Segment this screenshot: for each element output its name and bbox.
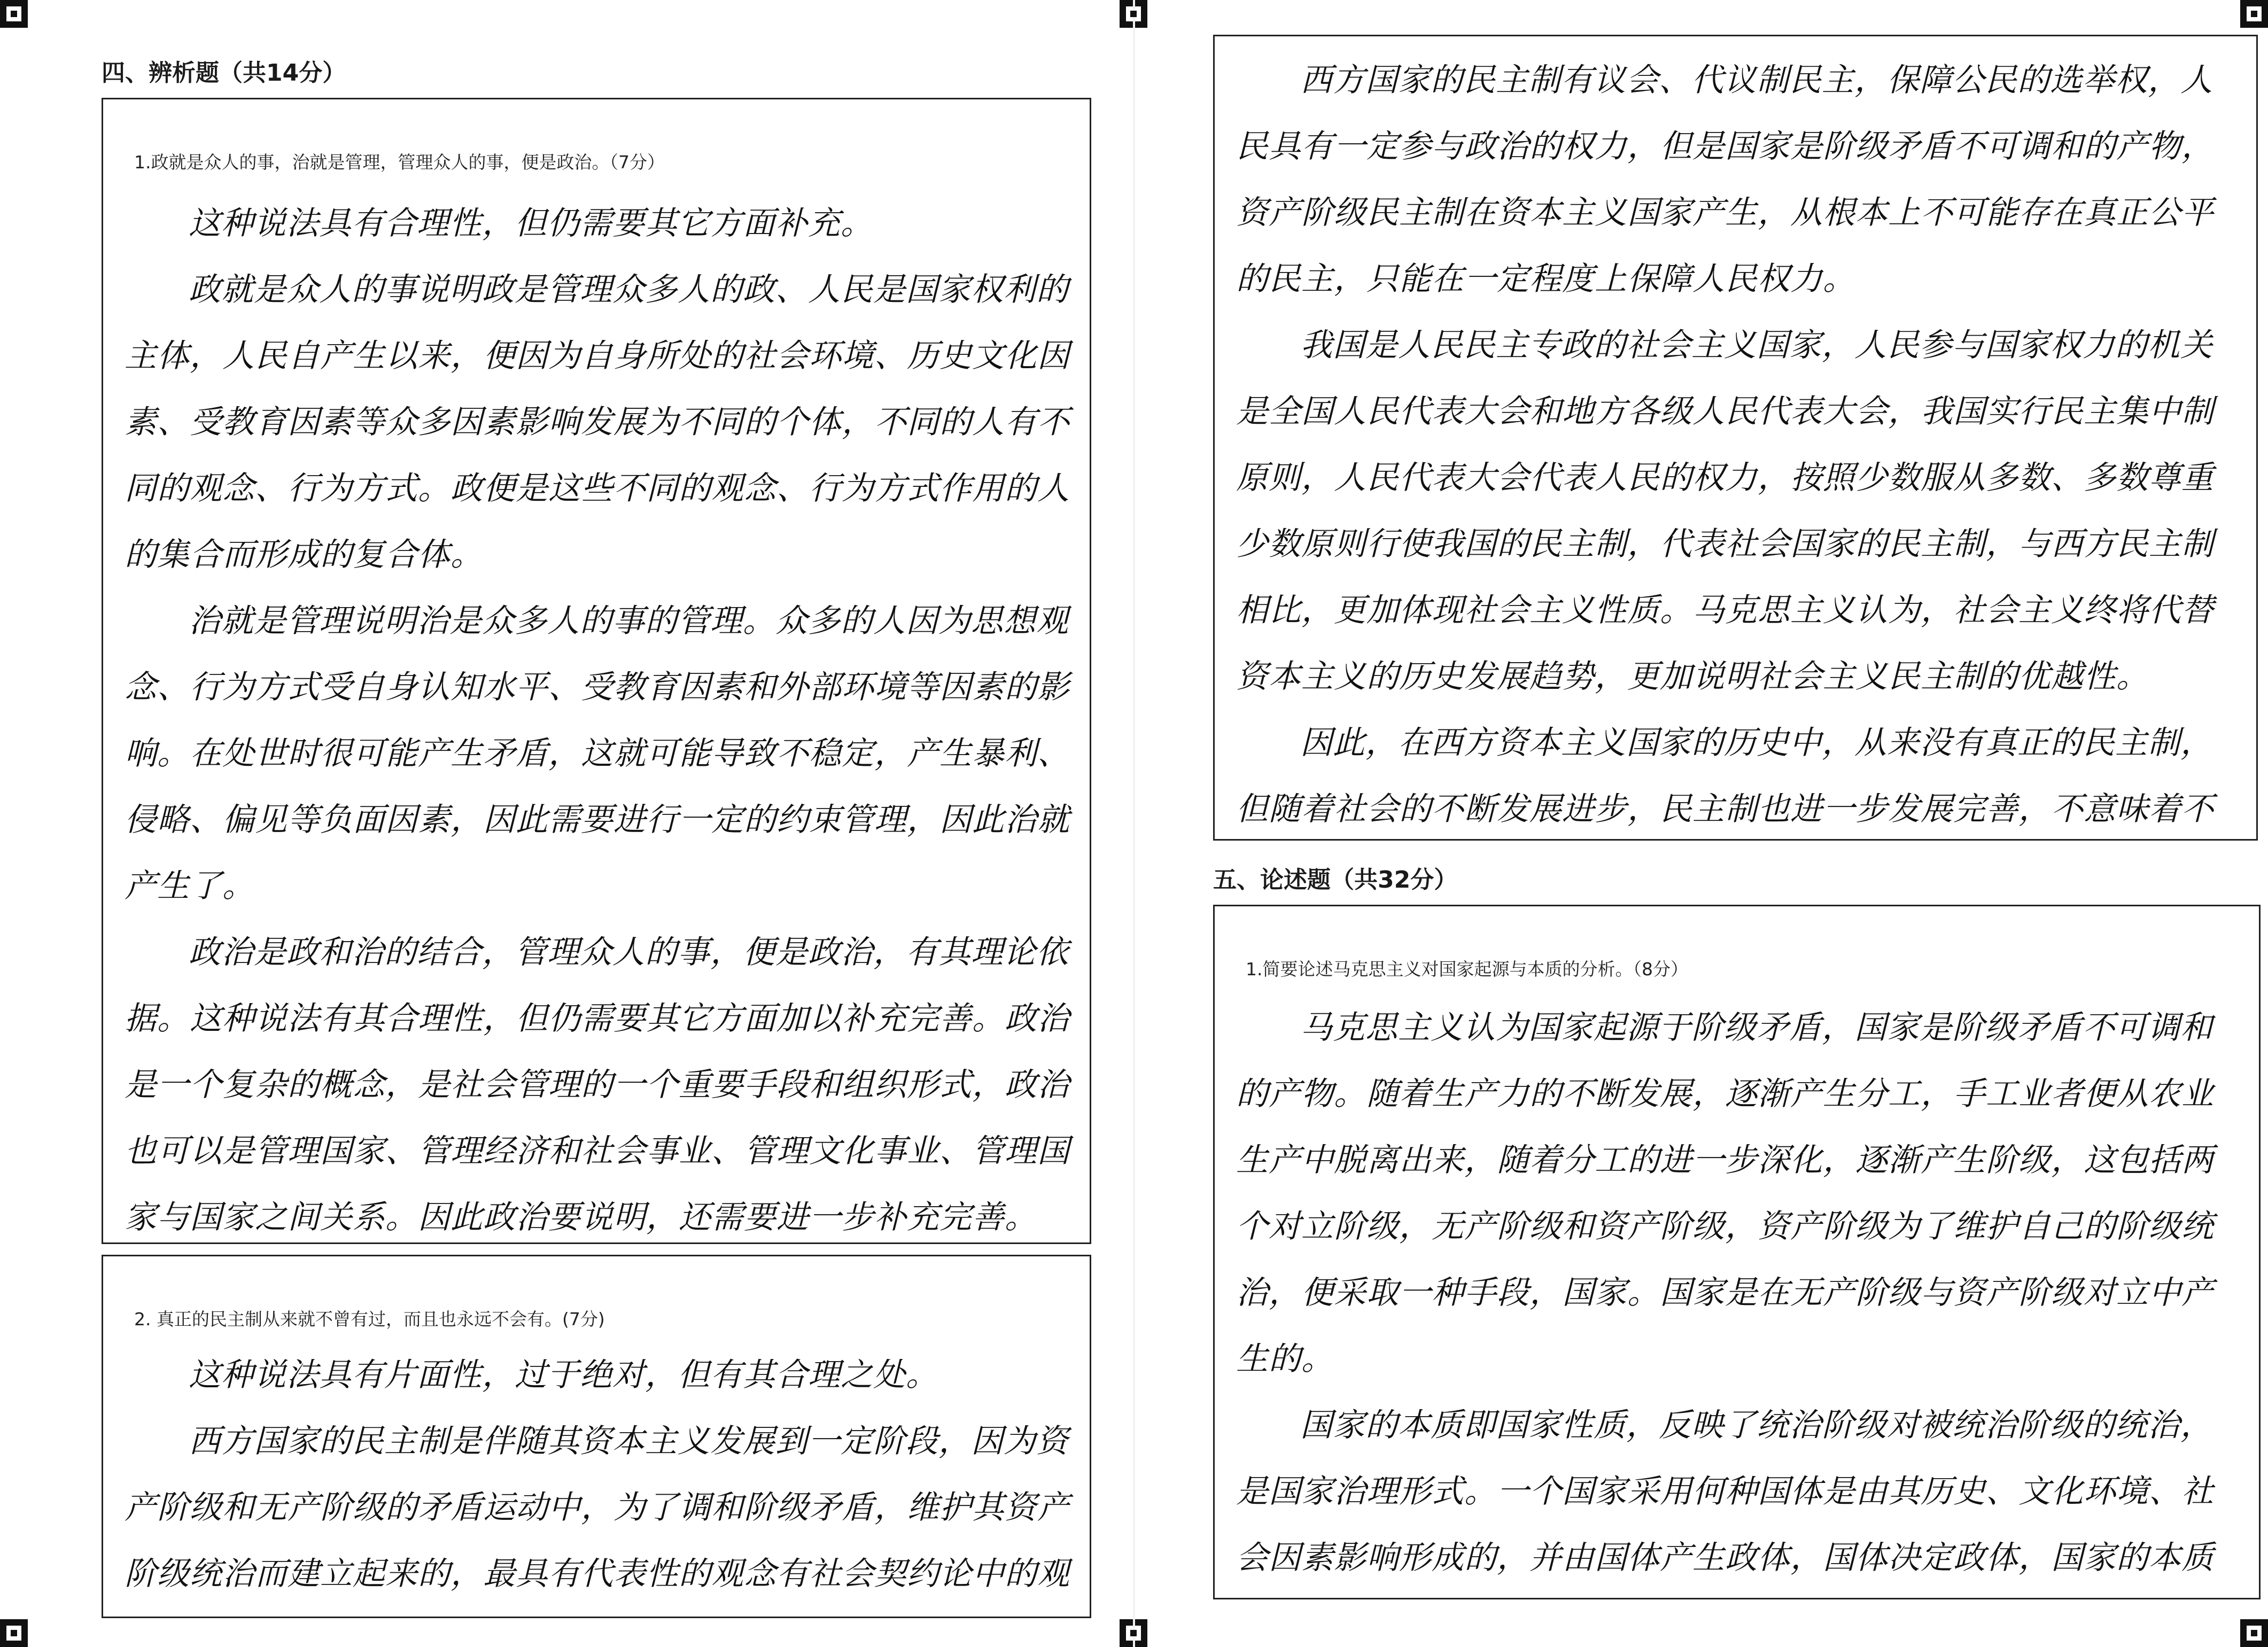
answer-paragraph: 这种说法具有片面性，过于绝对，但有其合理之处。 xyxy=(189,1356,938,1394)
question-2-box xyxy=(102,1255,1091,1618)
answer-paragraph: 西方国家的民主制有议会、代议制民主，保障公民的选举权，人民具有一定参与政治的权力，但是国家是阶级矛盾不可调和的产物，资产阶级民主制在资本主义国家产生，从根本上不可能存在真正公平的民主，只能在一定程度上保障人民权力。 xyxy=(1236,61,2214,298)
question-1-box xyxy=(102,98,1091,1244)
question-3-prompt: 1.简要论述马克思主义对国家起源与本质的分析。（8分） xyxy=(1246,959,1688,980)
answer-paragraph: 我国是人民民主专政的社会主义国家，人民参与国家权力的机关是全国人民代表大会和地方各级人民代表大会，我国实行民主集中制原则，人民代表大会代表人民的权力，按照少数服从多数、多数尊重少数原则行使我国的民主制，代表社会国家的民主制，与西方民主制相比，更加体现社会主义性质。马克思主义认为，社会主义终将代替资本主义的历史发展趋势，更加说明社会主义民主制的优越性。 xyxy=(1236,327,2214,695)
question-3-answer xyxy=(1236,995,2243,1599)
question-2-continued-answer xyxy=(1236,47,2240,841)
question-3-box xyxy=(1213,905,2261,1599)
answer-paragraph: 马克思主义认为国家起源于阶级矛盾，国家是阶级矛盾不可调和的产物。随着生产力的不断发展，逐渐产生分工，手工业者便从农业生产中脱离出来，随着分工的进一步深化，逐渐产生阶级，这包括两个对立阶级，无产阶级和资产阶级，资产阶级为了维护自己的阶级统治，便采取一种手段，国家。国家是在无产阶级与资产阶级对立中产生的。 xyxy=(1236,1009,2214,1378)
section-4-title: 四、辨析题（共14分） xyxy=(102,59,346,87)
question-2-answer xyxy=(125,1342,1074,1618)
answer-paragraph: 国家的本质即国家性质，反映了统治阶级对被统治阶级的统治，是国家治理形式。一个国家采用何种国体是由其历史、文化环境、社会因素影响形成的，并由国体产生政体，国体决定政体，国家的本质 xyxy=(1236,1407,2214,1576)
question-2-prompt: 2. 真正的民主制从来就不曾有过，而且也永远不会有。(7分) xyxy=(134,1309,605,1330)
section-5-title: 五、论述题（共32分） xyxy=(1213,866,1458,894)
question-1-prompt: 1.政就是众人的事，治就是管理，管理众人的事，便是政治。（7分） xyxy=(134,152,665,173)
answer-paragraph: 因此，在西方资本主义国家的历史中，从来没有真正的民主制，但随着社会的不断发展进步，民主制也进一步发展完善，不意味着不 xyxy=(1236,724,2214,828)
answer-paragraph: 政就是众人的事说明政是管理众多人的政、人民是国家权利的主体，人民自产生以来，便因为自身所处的社会环境、历史文化因素、受教育因素等众多因素影响发展为不同的个体，不同的人有不同的观念、行为方式。政便是这些不同的观念、行为方式作用的人的集合而形成的复合体。 xyxy=(125,271,1070,573)
answer-paragraph: 西方国家的民主制是伴随其资本主义发展到一定阶段，因为资产阶级和无产阶级的矛盾运动中，为了调和阶级矛盾，维护其资产阶级统治而建立起来的，最具有代表性的观念有社会契约论中的观 xyxy=(125,1423,1070,1592)
answer-paragraph: 这种说法具有合理性，但仍需要其它方面补充。 xyxy=(189,205,873,242)
question-2-continued-box xyxy=(1213,35,2258,841)
answer-paragraph: 政治是政和治的结合，管理众人的事，便是政治，有其理论依据。这种说法有其合理性，但仍需要其它方面加以补充完善。政治是一个复杂的概念，是社会管理的一个重要手段和组织形式，政治也可以是管理国家、管理经济和社会事业、管理文化事业、管理国家与国家之间关系。因此政治要说明，还需要进一步补充完善。 xyxy=(125,934,1070,1236)
right-page xyxy=(1134,0,2268,1647)
question-1-answer xyxy=(125,190,1074,1244)
answer-paragraph: 治就是管理说明治是众多人的事的管理。众多的人因为思想观念、行为方式受自身认知水平、受教育因素和外部环境等因素的影响。在处世时很可能产生矛盾，这就可能导致不稳定，产生暴利、侵略、偏见等负面因素，因此需要进行一定的约束管理，因此治就产生了。 xyxy=(125,602,1070,905)
